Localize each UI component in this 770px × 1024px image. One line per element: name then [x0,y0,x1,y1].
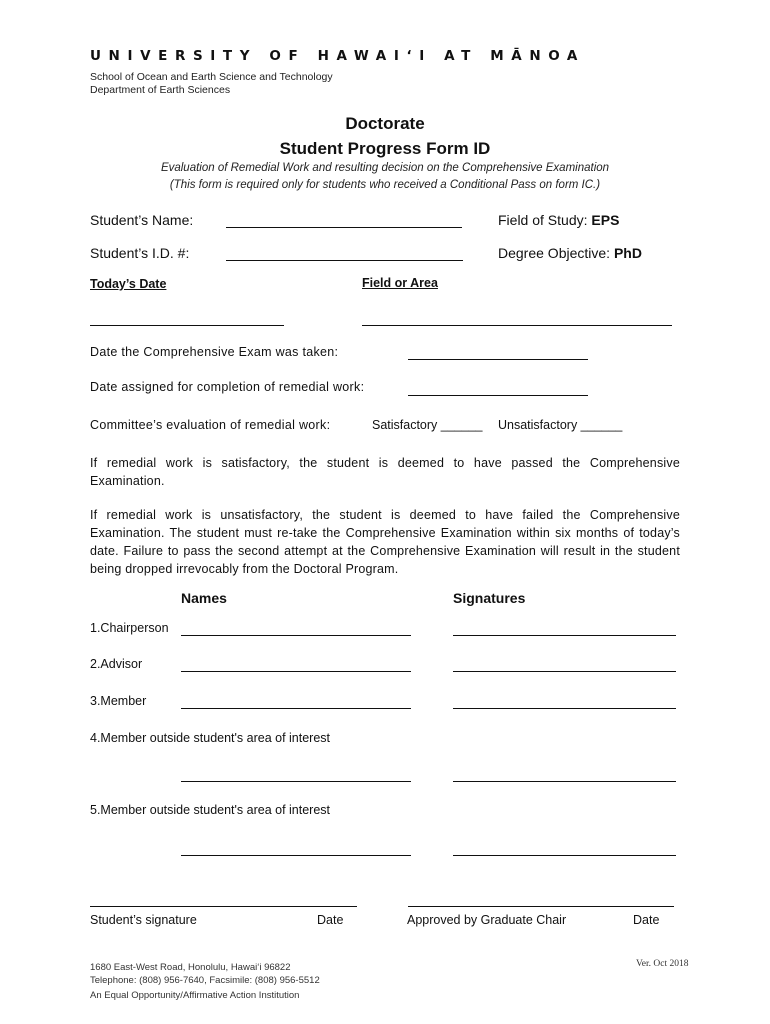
department-name: Department of Earth Sciences [90,84,231,96]
exam-date-field[interactable] [408,359,588,360]
todays-date-label: Today’s Date [90,277,167,291]
advisor-name-field[interactable] [181,671,411,672]
school-name: School of Ocean and Earth Science and Technology [90,71,333,83]
student-signature-label: Student’s signature [90,913,197,927]
student-id-field[interactable] [226,260,463,261]
version-label: Ver. Oct 2018 [636,959,689,969]
remedial-date-field[interactable] [408,395,588,396]
form-subtitle-note: (This form is required only for students who received a Conditional Pass on form IC.) [169,179,601,191]
chairperson-label: 1.Chairperson [90,621,169,635]
chairperson-signature-field[interactable] [453,635,676,636]
form-subtitle: Evaluation of Remedial Work and resulting decision on the Comprehensive Examination [160,162,610,174]
form-title-level: Doctorate [345,114,425,133]
todays-date-field[interactable] [90,325,284,326]
footer-eeo: An Equal Opportunity/Affirmative Action Institution [90,990,300,1001]
unsatisfactory-paragraph: If remedial work is unsatisfactory, the student is deemed to have failed the Comprehensive Examination. The student must re-take the Comprehensive Examination within six months of today’s date. Failure to pass the second attempt at the Comprehensive Examination will result in the student being dropped irrevocably from the Doctoral Program. [90,508,680,576]
field-of-study-value: EPS [591,212,620,228]
degree-objective-value: PhD [613,245,642,261]
graduate-chair-label: Approved by Graduate Chair [407,913,567,927]
graduate-chair-signature-field[interactable] [408,906,674,907]
unsatisfactory-option[interactable]: Unsatisfactory ______ [498,418,623,432]
student-signature-field[interactable] [90,906,357,907]
member-name-field[interactable] [181,708,411,709]
exam-date-label: Date the Comprehensive Exam was taken: [90,345,339,359]
footer-address: 1680 East-West Road, Honolulu, Hawai‘i 96822 [90,962,291,973]
graduate-chair-date-label: Date [633,913,660,927]
outside-member2-label: 5.Member outside student's area of interest [90,803,331,817]
chairperson-name-field[interactable] [181,635,411,636]
advisor-signature-field[interactable] [453,671,676,672]
field-of-study-label: Field of Study: EPS [498,212,620,228]
satisfactory-option[interactable]: Satisfactory ______ [372,418,483,432]
field-or-area-field[interactable] [362,325,672,326]
outside-member1-signature-field[interactable] [453,781,676,782]
university-name: UNIVERSITY OF HAWAI‘I AT MĀNOA [90,48,585,64]
signatures-header: Signatures [453,590,526,606]
member-label: 3.Member [90,694,147,708]
advisor-label: 2.Advisor [90,657,143,671]
form-title: Student Progress Form ID [279,139,491,158]
footer-phone: Telephone: (808) 956-7640, Facsimile: (808) 956-5512 [90,975,320,986]
degree-objective-label: Degree Objective: PhD [498,245,642,261]
student-name-label: Student’s Name: [90,212,194,228]
student-name-field[interactable] [226,227,462,228]
outside-member2-signature-field[interactable] [453,855,676,856]
outside-member1-label: 4.Member outside student's area of interest [90,731,331,745]
evaluation-label: Committee’s evaluation of remedial work: [90,418,331,432]
member-signature-field[interactable] [453,708,676,709]
remedial-date-label: Date assigned for completion of remedial work: [90,380,365,394]
outside-member2-name-field[interactable] [181,855,411,856]
student-date-label: Date [317,913,344,927]
names-header: Names [181,590,227,606]
student-id-label: Student’s I.D. #: [90,245,190,261]
satisfactory-paragraph: If remedial work is satisfactory, the student is deemed to have passed the Comprehensive Examination. [90,456,680,488]
field-or-area-label: Field or Area [362,276,438,290]
outside-member1-name-field[interactable] [181,781,411,782]
